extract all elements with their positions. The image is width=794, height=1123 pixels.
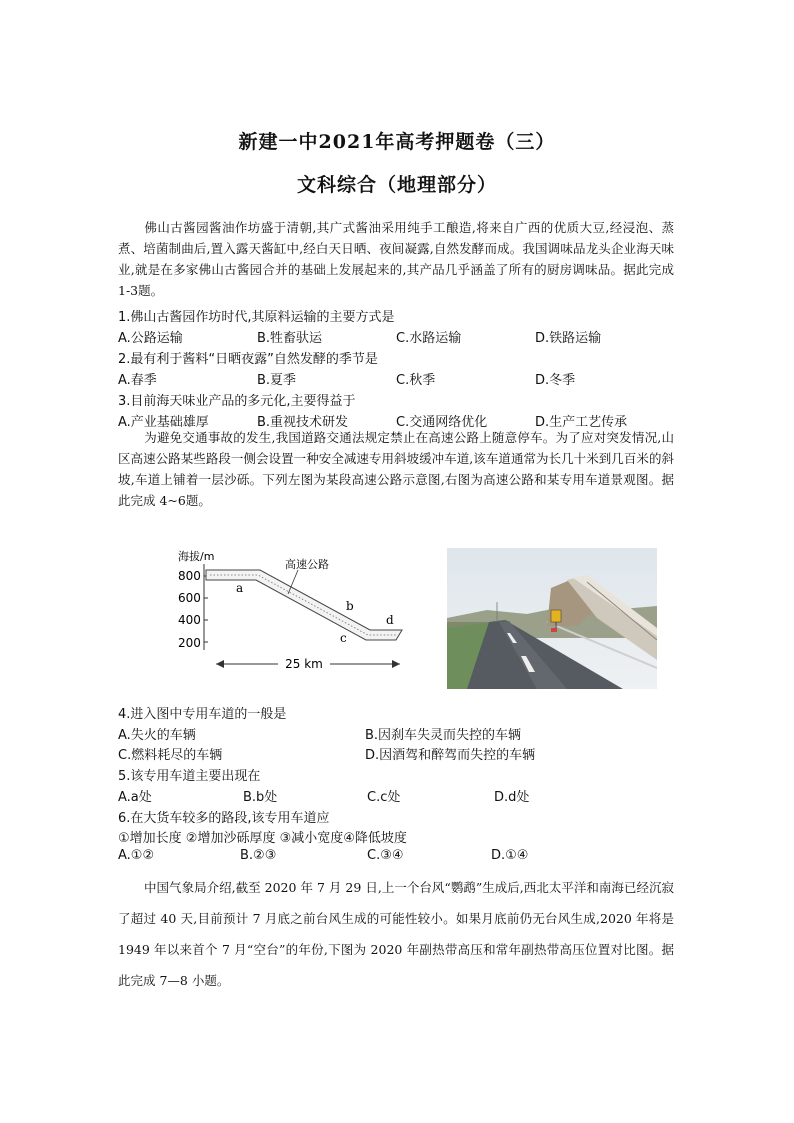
passage-2-text: 为避免交通事故的发生,我国道路交通法规定禁止在高速公路上随意停车。为了应对突发情况,山区高速公路某些路段一侧会设置一种安全减速专用斜坡缓冲车道,该车道通常为长几十米到几百米的斜坡,车道上铺着一层沙砾。下列左图为某段高速公路示意图,右图为高速公路和某专用车道景观图。据此完成 4~6题。 — [118, 430, 674, 508]
question-2-stem: 2.最有利于酱料“日晒夜露”自然发酵的季节是 — [118, 352, 378, 367]
page-subtitle: 文科综合（地理部分） — [296, 174, 497, 196]
q5-option-c: C.c处 — [367, 790, 401, 805]
point-a: a — [236, 581, 244, 595]
q6-option-b: B.②③ — [240, 848, 277, 863]
q2-option-d: D.冬季 — [535, 373, 576, 388]
q3-option-d: D.生产工艺传承 — [535, 415, 628, 430]
point-d: d — [386, 613, 394, 627]
tick-200: 200 — [178, 636, 201, 650]
passage-1 — [118, 217, 674, 301]
question-3-stem: 3.目前海天味业产品的多元化,主要得益于 — [118, 394, 356, 409]
warning-sign — [551, 610, 561, 622]
tick-600: 600 — [178, 591, 201, 605]
question-6-stem: 6.在大货车较多的路段,该专用车道应 — [118, 811, 330, 826]
q3-option-c: C.交通网络优化 — [396, 415, 488, 430]
q5-option-b: B.b处 — [243, 790, 278, 805]
q2-option-b: B.夏季 — [257, 373, 297, 388]
distance-arrowhead-left — [216, 660, 224, 668]
q4-option-a: A.失火的车辆 — [118, 728, 196, 743]
q1-option-a: A.公路运输 — [118, 331, 183, 346]
q6-option-a: A.①② — [118, 848, 155, 863]
q2-option-c: C.秋季 — [396, 373, 436, 388]
q4-option-b: B.因刹车失灵而失控的车辆 — [365, 728, 522, 743]
passage-1-text: 佛山古酱园酱油作坊盛于清朝,其广式酱油采用纯手工酿造,将来自广西的优质大豆,经浸泡、蒸煮、培菌制曲后,置入露天酱缸中,经白天日晒、夜间凝露,自然发酵而成。我国调味品龙头企业海天味业,就是在多家佛山古酱园合并的基础上发展起来的,其产品几乎涵盖了所有的厨房调味品。据此完成 1-3题。 — [118, 220, 674, 298]
q6-option-c: C.③④ — [367, 848, 404, 863]
q4-option-d: D.因酒驾和醉驾而失控的车辆 — [365, 748, 536, 763]
q1-option-d: D.铁路运输 — [535, 331, 602, 346]
point-b: b — [346, 599, 354, 613]
distance-label: 25 km — [285, 657, 323, 671]
passage-2 — [118, 427, 674, 511]
altitude-axis-label: 海拔/m — [178, 550, 215, 563]
q2-option-a: A.春季 — [118, 373, 157, 388]
escape-ramp-photo — [447, 548, 657, 689]
q5-option-a: A.a处 — [118, 790, 152, 805]
q1-option-c: C.水路运输 — [396, 331, 462, 346]
question-6-choices: ①增加长度 ②增加沙砾厚度 ③减小宽度④降低坡度 — [118, 831, 407, 846]
distance-arrowhead-right — [392, 660, 400, 668]
small-sign — [551, 628, 557, 632]
question-5-stem: 5.该专用车道主要出现在 — [118, 769, 261, 784]
passage-3-text: 中国气象局介绍,截至 2020 年 7 月 29 日,上一个台风“鹦鹉”生成后,西北太平洋和南海已经沉寂了超过 40 天,目前预计 7 月底之前台风生成的可能性较小。如果月底前仍无台风生成,2020 年将是 1949 年以来首个 7 月“空台”的年份,下图为 2020 年副热带高压和常年副热带高压位置对比图。据此完成 7—8 小题。 — [118, 880, 674, 988]
highway-label: 高速公路 — [285, 558, 329, 571]
passage-3 — [118, 872, 674, 996]
question-1-stem: 1.佛山古酱园作坊时代,其原料运输的主要方式是 — [118, 310, 395, 325]
question-4-stem: 4.进入图中专用车道的一般是 — [118, 707, 287, 722]
q6-option-d: D.①④ — [491, 848, 529, 863]
point-c: c — [340, 631, 347, 645]
q5-option-d: D.d处 — [494, 790, 530, 805]
tick-400: 400 — [178, 613, 201, 627]
tick-800: 800 — [178, 569, 201, 583]
q4-option-c: C.燃料耗尽的车辆 — [118, 748, 223, 763]
q3-option-b: B.重视技术研发 — [257, 415, 349, 430]
page-title: 新建一中2021年高考押题卷（三） — [238, 131, 556, 153]
highway-profile-figure — [170, 542, 410, 682]
q1-option-b: B.牲畜驮运 — [257, 331, 323, 346]
q3-option-a: A.产业基础雄厚 — [118, 415, 209, 430]
